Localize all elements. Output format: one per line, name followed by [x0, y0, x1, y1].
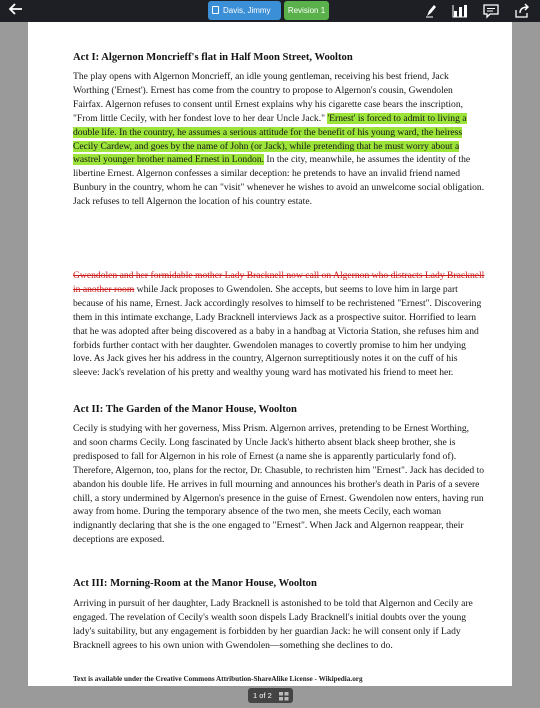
act2-paragraph: Cecily is studying with her governess, Miss Prism. Algernon arrives, pretending to be Ernest Worthing, and soon charms Cecily. Long fascinated by Uncle Jack's hitherto absent black sheep brother, she is predisposed to fall for Algernon in his role of Ernest (a name she is apparently particularly fond of). Therefore, Algernon, too, plans for the rector, Dr. Chasuble, to rechristen him "Ernest". Jack has decided to abandon his double life. He arrives in full mourning and announces his brother's death in Paris of a severe chill, a story undermined by Algernon's presence in the guise of Ernest. Gwendolen now enters, having run away from home. During the temporary absence of the two men, she meets Cecily, each woman indignantly declaring that she is the one engaged to "Ernest". When Jack and Algernon reappear, their deceptions are exposed. — [73, 423, 485, 546]
revision-button[interactable] — [284, 1, 329, 20]
pen-icon[interactable] — [422, 2, 440, 20]
act1-paragraph — [73, 70, 485, 209]
act1-text-end: In the city, meanwhile, he assumes the identity of the libertine Ernest. Algernon confesses a similar deception: he pretends to have an invalid friend named Bunbury in the country, whom he can "visit" whenever he wishes to avoid an unwelcome social obligation. Jack refuses to tell Algernon the location of his country estate. — [73, 154, 485, 208]
deleted-text[interactable]: Gwendolen and her formidable mother Lady Bracknell now call on Algernon who distracts Lady Bracknell in another room — [73, 270, 485, 295]
back-arrow-icon[interactable] — [6, 1, 26, 21]
act2-heading: Act II: The Garden of the Manor House, Woolton — [73, 404, 297, 415]
author-label: Davis, Jimmy — [223, 6, 271, 15]
license-footer: Text is available under the Creative Commons Attribution-ShareAlike License - Wikipedia.org — [73, 675, 363, 683]
author-button[interactable] — [208, 1, 281, 20]
page-count: 1 of 2 — [253, 691, 272, 700]
grid-icon[interactable] — [279, 691, 289, 700]
act3-paragraph: Arriving in pursuit of her daughter, Lady Bracknell is astonished to be told that Algernon and Cecily are engaged. The revelation of Cecily's wealth soon dispels Lady Bracknell's initial doubts over the young lady's suitability, but any engagement is forbidden by her guardian Jack: he will consent only if Lady Bracknell agrees to his own union with Gwendolen—something she declines to do. — [73, 598, 473, 651]
revision-label: Revision 1 — [287, 6, 326, 15]
act1-text-2: while Jack proposes to Gwendolen. She accepts, but seems to love him in large part because of his name, Ernest. Jack accordingly resolves to himself to be rechristened "Ernest". Discovering them in this intimate exchange, Lady Bracknell interviews Jack as a prospective suitor. Horrified to learn that he was adopted after being discovered as a baby in a handbag at Victoria Station, she refuses him and forbids further contact with her daughter. Gwendolen manages to covertly promise to him her undying love. As Jack gives her his address in the country, Algernon surreptitiously notes it on the cuff of his sleeve: Jack's revelation of his pretty and wealthy young ward has motivated his friend to meet her. — [73, 283, 482, 379]
act1-paragraph-2 — [73, 269, 485, 380]
act3-heading: Act III: Morning-Room at the Manor House, Woolton — [73, 578, 317, 589]
act1-text-start: The play opens with Algernon Moncrieff, an idle young gentleman, receiving his best friend, Jack Worthing ('Ernest'). Ernest has come from the country to propose to Algernon's cousin, Gwendolen Fairfax. Algernon refuses to consent until Ernest explains why his cigarette case bears the inscription, "From little Cecily, with her fondest love to her dear Uncle Jack." — [73, 71, 464, 124]
highlighted-text[interactable]: 'Ernest' is forced to admit to living a double life. In the country, he assumes a serious attitude for the benefit of his young ward, the heiress Cecily Cardew, and goes by the name of John (or Jack), while pretending that he must worry about a wastrel younger brother named Ernest in London. — [73, 112, 467, 166]
comment-icon[interactable] — [482, 2, 500, 20]
top-toolbar — [0, 0, 540, 22]
share-icon[interactable] — [513, 2, 531, 20]
page-indicator[interactable] — [248, 688, 293, 703]
user-icon — [212, 6, 219, 14]
act1-heading: Act I: Algernon Moncrieff's flat in Half Moon Street, Woolton — [73, 52, 353, 63]
chart-icon[interactable] — [451, 2, 469, 20]
